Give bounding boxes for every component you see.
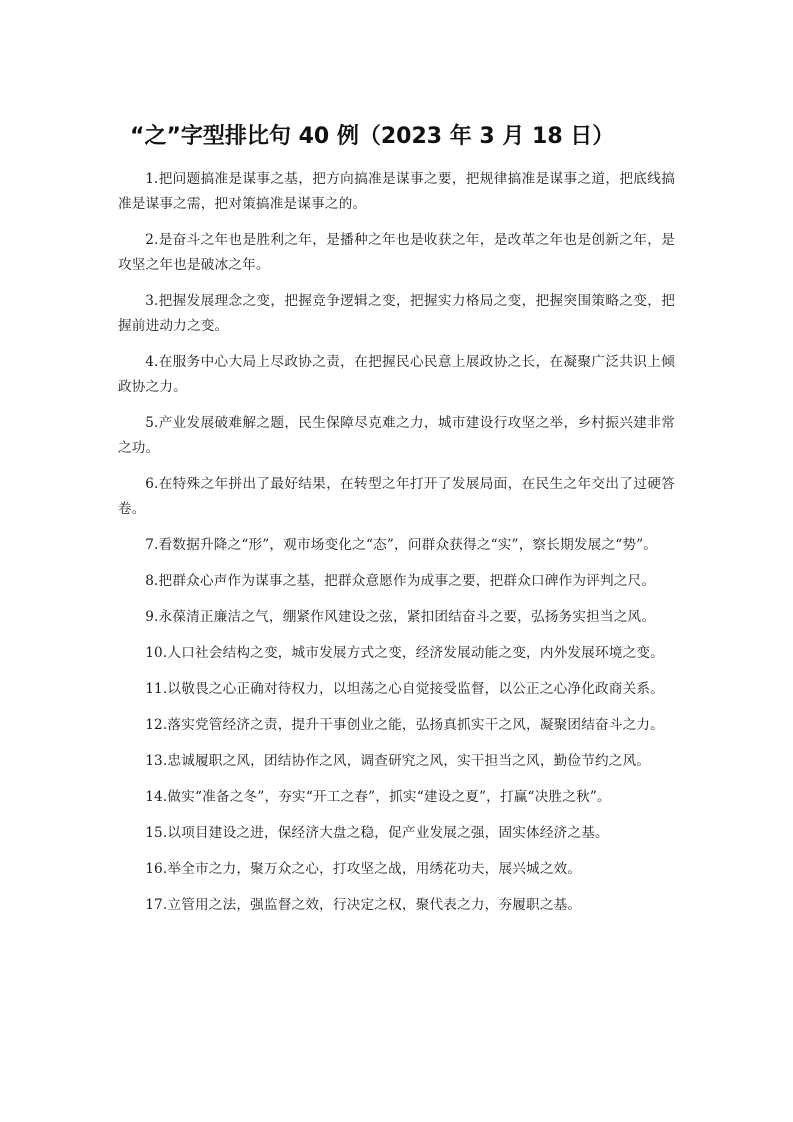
- paragraph: 17.立管用之法，强监督之效，行决定之权，聚代表之力，夯履职之基。: [145, 897, 582, 913]
- paragraph: 5.产业发展破难解之题，民生保障尽克难之力，城市建设行攻坚之举，乡村振兴建非常之功。: [118, 415, 675, 456]
- paragraph: 8.把群众心声作为谋事之基，把群众意愿作为成事之要，把群众口碑作为评判之尺。: [145, 573, 656, 589]
- paragraph: 12.落实党管经济之责，提升干事创业之能，弘扬真抓实干之风，凝聚团结奋斗之力。: [145, 717, 664, 733]
- paragraph: 1.把问题搞准是谋事之基，把方向搞准是谋事之要，把规律搞准是谋事之道，把底线搞准是谋事之需，把对策搞准是谋事之的。: [118, 171, 675, 212]
- document-title: “之”字型排比句 40 例（2023 年 3 月 18 日）: [130, 124, 615, 149]
- paragraph: 4.在服务中心大局上尽政协之责，在把握民心民意上展政协之长，在凝聚广泛共识上倾政协之力。: [118, 354, 675, 395]
- paragraph: 6.在特殊之年拼出了最好结果，在转型之年打开了发展局面，在民生之年交出了过硬答卷。: [118, 476, 675, 517]
- paragraph: 7.看数据升降之“形”，观市场变化之“态”，问群众获得之“实”，察长期发展之“势”。: [145, 537, 658, 553]
- paragraph: 11.以敬畏之心正确对待权力，以坦荡之心自觉接受监督，以公正之心净化政商关系。: [145, 681, 664, 697]
- paragraph: 10.人口社会结构之变，城市发展方式之变，经济发展动能之变，内外发展环境之变。: [145, 645, 664, 661]
- document-body: [118, 167, 675, 929]
- paragraph: 14.做实“准备之冬”，夯实“开工之春”，抓实“建设之夏”，打赢“决胜之秋”。: [145, 789, 611, 805]
- paragraph: 13.忠诚履职之风，团结协作之风，调查研究之风，实干担当之风，勤俭节约之风。: [145, 753, 651, 769]
- paragraph: 3.把握发展理念之变，把握竞争逻辑之变，把握实力格局之变，把握突围策略之变，把握前进动力之变。: [118, 293, 675, 334]
- paragraph: 2.是奋斗之年也是胜利之年，是播种之年也是收获之年，是改革之年也是创新之年，是攻坚之年也是破冰之年。: [118, 232, 675, 273]
- paragraph: 16.举全市之力，聚万众之心，打攻坚之战，用绣花功夫，展兴城之效。: [145, 861, 582, 877]
- paragraph: 15.以项目建设之进，保经济大盘之稳，促产业发展之强，固实体经济之基。: [145, 825, 609, 841]
- paragraph: 9.永葆清正廉洁之气，绷紧作风建设之弦，紧扣团结奋斗之要，弘扬务实担当之风。: [145, 609, 656, 625]
